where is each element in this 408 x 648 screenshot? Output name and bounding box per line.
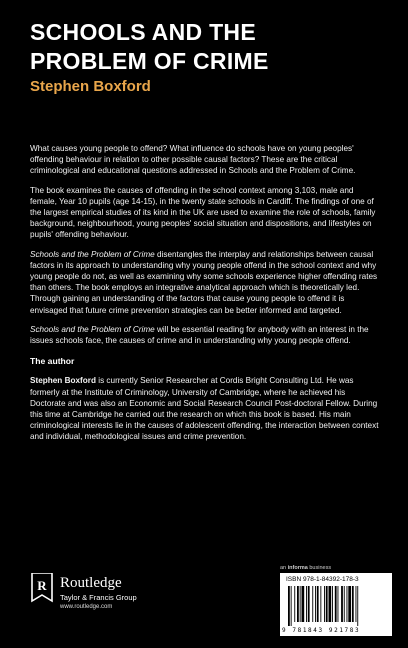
back-cover-blurb bbox=[30, 143, 382, 451]
blurb-paragraph-3-text: disentangles the interplay and relationships between causal factors in its approach to understanding why young people offend in the school context and why young people do not, as well as examining why some schools experience higher offending rates than others. The book employs an integrative analytical approach which is theoretically led. Through gaining an understanding of the factors that cause young people to offend it is envisaged that future crime prevention strategies can be better informed and targeted. bbox=[30, 249, 378, 315]
blurb-paragraph-3 bbox=[30, 249, 382, 316]
informa-business-tag bbox=[280, 565, 331, 571]
author-bio-name: Stephen Boxford bbox=[30, 376, 96, 386]
routledge-logo-icon bbox=[30, 573, 54, 603]
title-line-1: SCHOOLS AND THE bbox=[30, 19, 256, 45]
blurb-paragraph-4 bbox=[30, 324, 382, 346]
blurb-paragraph-4-text: will be essential reading for anybody with an interest in the issues schools face, the causes of crime and in understanding why young people offend. bbox=[30, 324, 369, 346]
isbn-barcode bbox=[280, 573, 392, 636]
publisher-name: Routledge bbox=[60, 575, 122, 591]
about-author-heading: The author bbox=[30, 356, 75, 367]
author-name: Stephen Boxford bbox=[30, 78, 151, 95]
publisher-group: Taylor & Francis Group bbox=[60, 593, 137, 602]
book-title bbox=[30, 18, 390, 76]
book-title-italic: Schools and the Problem of Crime bbox=[30, 249, 155, 259]
svg-text:R: R bbox=[37, 578, 47, 593]
isbn-number: ISBN 978-1-84392-178-3 bbox=[286, 576, 359, 583]
informa-prefix: an bbox=[280, 565, 288, 571]
informa-brand: informa bbox=[287, 565, 308, 571]
blurb-paragraph-1: What causes young people to offend? What influence do schools have on young peoples' offending behaviour in relation to other possible causal factors? These are the critical criminological and educational questions addressed in Schools and the Problem of Crime. bbox=[30, 144, 356, 176]
title-line-2: PROBLEM OF CRIME bbox=[30, 48, 269, 74]
blurb-paragraph-2: The book examines the causes of offending in the school context among 3,103, male and female, Year 10 pupils (age 14-15), in the twenty state schools in Cardiff. The findings of one of the largest empirical studies of its kind in the UK are used to examine the role of schools, family background, neighbourhood, young peoples' social situation and dispositions, and lifestyles on pupils' offending behaviour. bbox=[30, 185, 376, 240]
book-title-italic: Schools and the Problem of Crime bbox=[30, 324, 155, 334]
author-bio bbox=[30, 375, 382, 442]
author-bio-text: is currently Senior Researcher at Cordis Bright Consulting Ltd. He was formerly at the Institute of Criminology, University of Cambridge, where he achieved his Doctorate and was also an Economic and Social Research Council Post-doctoral Fellow. During this time at Cambridge he carried out the research on which this book is based. His main criminological interests lie in the causes of adolescent offending, the interaction between context and individual, methodological issues and crime prevention. bbox=[30, 376, 379, 442]
barcode-bars bbox=[288, 586, 384, 626]
publisher-url: www.routledge.com bbox=[60, 604, 113, 610]
barcode-digits: 9 781843 921783 bbox=[282, 627, 361, 634]
informa-suffix: business bbox=[307, 565, 332, 571]
